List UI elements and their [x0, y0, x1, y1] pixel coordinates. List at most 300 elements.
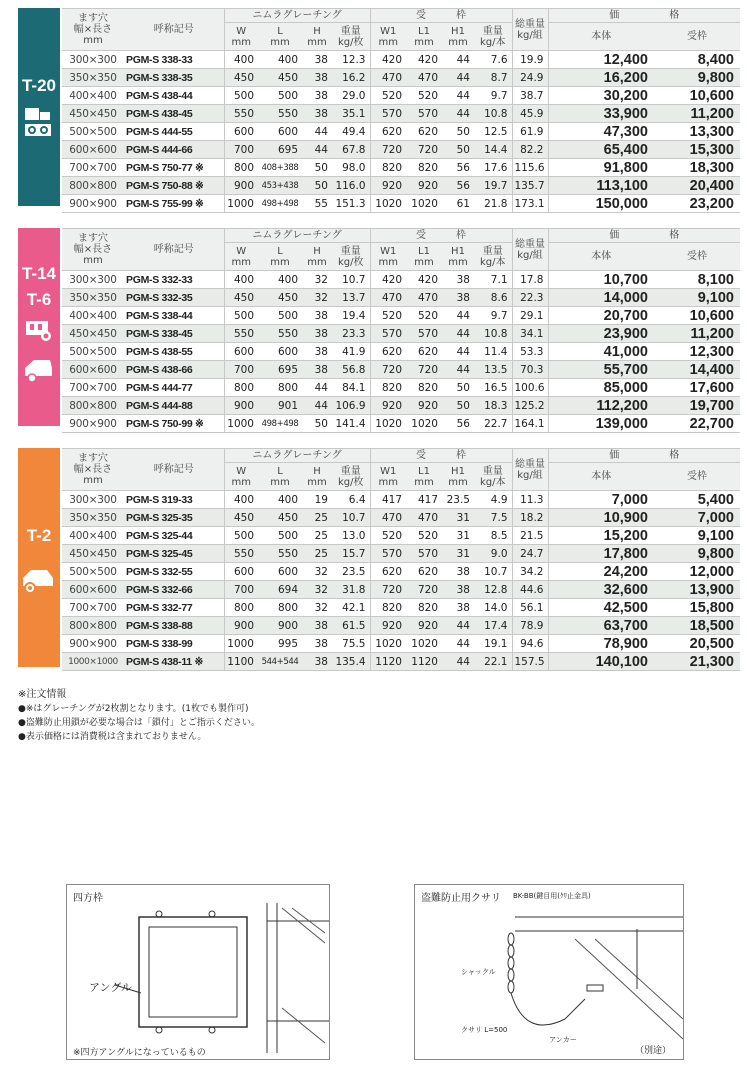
frame-price-cell: 13,300 — [654, 123, 740, 141]
frame-price-cell: 18,500 — [654, 617, 740, 635]
w1-cell: 570 — [370, 105, 406, 123]
h-cell: 38 — [302, 87, 332, 105]
w-cell: 800 — [224, 379, 258, 397]
table-row — [62, 271, 740, 289]
l1-cell: 1020 — [406, 415, 442, 433]
size-cell: 400×400 — [62, 307, 124, 325]
col-group-grating: ニムラグレーチング — [224, 9, 370, 23]
w1-cell: 620 — [370, 343, 406, 361]
total-weight-cell: 18.2 — [512, 509, 548, 527]
col-header-total: 総重量 kg/組 — [512, 449, 548, 491]
w-cell: 500 — [224, 527, 258, 545]
l-cell: 408+388 — [258, 159, 302, 177]
h1-cell: 23.5 — [442, 491, 474, 509]
w-cell: 900 — [224, 177, 258, 195]
w1-cell: 1120 — [370, 653, 406, 671]
w1-cell: 520 — [370, 307, 406, 325]
l-cell: 498+498 — [258, 195, 302, 213]
table-row — [62, 159, 740, 177]
h-cell: 32 — [302, 581, 332, 599]
h1-cell: 44 — [442, 617, 474, 635]
truck-icon — [22, 104, 56, 140]
anchor-label: アンカー — [549, 1036, 577, 1044]
frame-price-cell: 8,100 — [654, 271, 740, 289]
col-header-size: ます穴 幅×長さ mm — [62, 9, 124, 51]
h1-cell: 44 — [442, 325, 474, 343]
col-header-body-price: 本体 — [548, 243, 654, 271]
frame-weight-cell: 8.6 — [474, 289, 512, 307]
frame-diagram — [66, 884, 330, 1060]
col-header-weight: 重量 kg/枚 — [332, 243, 370, 271]
l-cell: 900 — [258, 617, 302, 635]
separate-sale-label: （別途） — [635, 1046, 672, 1056]
weight-cell: 23.5 — [332, 563, 370, 581]
table-row — [62, 563, 740, 581]
h-cell: 25 — [302, 545, 332, 563]
l1-cell: 520 — [406, 527, 442, 545]
car-icon — [21, 562, 57, 596]
h-cell: 44 — [302, 123, 332, 141]
frame-price-cell: 20,500 — [654, 635, 740, 653]
size-cell: 500×500 — [62, 343, 124, 361]
h1-cell: 44 — [442, 653, 474, 671]
model-cell: PGM-S 332-33 — [124, 271, 224, 289]
weight-cell: 19.4 — [332, 307, 370, 325]
total-weight-cell: 24.7 — [512, 545, 548, 563]
car-icon — [22, 354, 56, 384]
spec-table — [62, 228, 740, 433]
col-header-size: ます穴 幅×長さ mm — [62, 449, 124, 491]
body-price-cell: 16,200 — [548, 69, 654, 87]
col-header-W1: W1 mm — [370, 463, 406, 491]
model-cell: PGM-S 338-88 — [124, 617, 224, 635]
frame-price-cell: 9,800 — [654, 69, 740, 87]
frame-weight-cell: 12.8 — [474, 581, 512, 599]
frame-price-cell: 13,900 — [654, 581, 740, 599]
h1-cell: 50 — [442, 397, 474, 415]
model-cell: PGM-S 750-88 ※ — [124, 177, 224, 195]
l1-cell: 470 — [406, 69, 442, 87]
w1-cell: 1020 — [370, 195, 406, 213]
body-price-cell: 33,900 — [548, 105, 654, 123]
l1-cell: 920 — [406, 397, 442, 415]
frame-price-cell: 8,400 — [654, 51, 740, 69]
total-weight-cell: 61.9 — [512, 123, 548, 141]
weight-cell: 16.2 — [332, 69, 370, 87]
size-cell: 800×800 — [62, 617, 124, 635]
l1-cell: 820 — [406, 159, 442, 177]
weight-cell: 75.5 — [332, 635, 370, 653]
size-cell: 300×300 — [62, 491, 124, 509]
body-price-cell: 32,600 — [548, 581, 654, 599]
load-class-tab — [18, 448, 60, 667]
l1-cell: 920 — [406, 177, 442, 195]
body-price-cell: 12,400 — [548, 51, 654, 69]
h-cell: 38 — [302, 653, 332, 671]
frame-weight-cell: 10.8 — [474, 325, 512, 343]
h-cell: 44 — [302, 141, 332, 159]
w-cell: 700 — [224, 581, 258, 599]
w-cell: 600 — [224, 343, 258, 361]
w-cell: 900 — [224, 397, 258, 415]
h-cell: 38 — [302, 325, 332, 343]
weight-cell: 141.4 — [332, 415, 370, 433]
h1-cell: 38 — [442, 289, 474, 307]
frame-weight-cell: 7.1 — [474, 271, 512, 289]
weight-cell: 67.8 — [332, 141, 370, 159]
size-cell: 300×300 — [62, 271, 124, 289]
col-header-L1: L1 mm — [406, 463, 442, 491]
size-cell: 400×400 — [62, 527, 124, 545]
col-header-weight: 重量 kg/枚 — [332, 23, 370, 51]
weight-cell: 42.1 — [332, 599, 370, 617]
l1-cell: 570 — [406, 105, 442, 123]
body-price-cell: 139,000 — [548, 415, 654, 433]
model-cell: PGM-S 750-99 ※ — [124, 415, 224, 433]
h1-cell: 44 — [442, 51, 474, 69]
order-notes — [18, 688, 260, 744]
frame-weight-cell: 10.8 — [474, 105, 512, 123]
weight-cell: 35.1 — [332, 105, 370, 123]
load-class-label-2: T-6 — [26, 290, 52, 309]
size-cell: 900×900 — [62, 635, 124, 653]
frame-weight-cell: 7.6 — [474, 51, 512, 69]
col-header-frame-price: 受枠 — [654, 243, 740, 271]
h1-cell: 31 — [442, 527, 474, 545]
w1-cell: 720 — [370, 361, 406, 379]
frame-price-cell: 15,300 — [654, 141, 740, 159]
frame-weight-cell: 19.7 — [474, 177, 512, 195]
col-header-W1: W1 mm — [370, 243, 406, 271]
weight-cell: 13.0 — [332, 527, 370, 545]
w-cell: 800 — [224, 599, 258, 617]
l-cell: 600 — [258, 343, 302, 361]
w1-cell: 470 — [370, 509, 406, 527]
model-cell: PGM-S 325-45 — [124, 545, 224, 563]
l-cell: 450 — [258, 289, 302, 307]
col-header-H: H mm — [302, 243, 332, 271]
frame-weight-cell: 21.8 — [474, 195, 512, 213]
spec-table — [62, 8, 740, 213]
l-cell: 550 — [258, 545, 302, 563]
col-header-L: L mm — [258, 463, 302, 491]
frame-weight-cell: 11.4 — [474, 343, 512, 361]
model-cell: PGM-S 332-77 — [124, 599, 224, 617]
frame-weight-cell: 16.5 — [474, 379, 512, 397]
l-cell: 694 — [258, 581, 302, 599]
body-price-cell: 42,500 — [548, 599, 654, 617]
weight-cell: 10.7 — [332, 509, 370, 527]
body-price-cell: 10,900 — [548, 509, 654, 527]
load-class-tab — [18, 228, 60, 426]
total-weight-cell: 21.5 — [512, 527, 548, 545]
model-cell: PGM-S 332-35 — [124, 289, 224, 307]
size-cell: 600×600 — [62, 581, 124, 599]
total-weight-cell: 34.1 — [512, 325, 548, 343]
l1-cell: 1020 — [406, 195, 442, 213]
col-header-H: H mm — [302, 463, 332, 491]
h1-cell: 50 — [442, 123, 474, 141]
model-cell: PGM-S 338-33 — [124, 51, 224, 69]
frame-weight-cell: 22.7 — [474, 415, 512, 433]
w-cell: 550 — [224, 325, 258, 343]
w-cell: 550 — [224, 545, 258, 563]
l1-cell: 620 — [406, 123, 442, 141]
w-cell: 500 — [224, 87, 258, 105]
frame-price-cell: 11,200 — [654, 325, 740, 343]
l1-cell: 520 — [406, 307, 442, 325]
h-cell: 32 — [302, 271, 332, 289]
col-header-H1: H1 mm — [442, 463, 474, 491]
table-row — [62, 177, 740, 195]
weight-cell: 106.9 — [332, 397, 370, 415]
total-weight-cell: 135.7 — [512, 177, 548, 195]
w1-cell: 470 — [370, 289, 406, 307]
l-cell: 800 — [258, 379, 302, 397]
w-cell: 700 — [224, 141, 258, 159]
total-weight-cell: 115.6 — [512, 159, 548, 177]
table-row — [62, 379, 740, 397]
model-cell: PGM-S 438-66 — [124, 361, 224, 379]
body-price-cell: 140,100 — [548, 653, 654, 671]
frame-weight-cell: 17.4 — [474, 617, 512, 635]
angle-label: アングル — [89, 981, 133, 994]
w1-cell: 520 — [370, 527, 406, 545]
frame-price-cell: 10,600 — [654, 87, 740, 105]
weight-cell: 116.0 — [332, 177, 370, 195]
body-price-cell: 47,300 — [548, 123, 654, 141]
h-cell: 38 — [302, 51, 332, 69]
l1-cell: 520 — [406, 87, 442, 105]
h1-cell: 44 — [442, 343, 474, 361]
h-cell: 38 — [302, 343, 332, 361]
frame-price-cell: 10,600 — [654, 307, 740, 325]
load-class-tab — [18, 8, 60, 206]
col-header-frame-price: 受枠 — [654, 463, 740, 491]
table-row — [62, 307, 740, 325]
weight-cell: 84.1 — [332, 379, 370, 397]
col-header-L1: L1 mm — [406, 23, 442, 51]
table-row — [62, 105, 740, 123]
total-weight-cell: 24.9 — [512, 69, 548, 87]
l1-cell: 620 — [406, 343, 442, 361]
load-class-label: T-20 — [21, 76, 57, 95]
table-row — [62, 69, 740, 87]
l1-cell: 420 — [406, 51, 442, 69]
model-cell: PGM-S 438-55 — [124, 343, 224, 361]
w-cell: 400 — [224, 51, 258, 69]
frame-price-cell: 21,300 — [654, 653, 740, 671]
model-cell: PGM-S 444-88 — [124, 397, 224, 415]
shackle-label: シャックル — [461, 968, 496, 976]
size-cell: 500×500 — [62, 123, 124, 141]
table-row — [62, 87, 740, 105]
body-price-cell: 65,400 — [548, 141, 654, 159]
model-cell: PGM-S 325-44 — [124, 527, 224, 545]
body-price-cell: 41,000 — [548, 343, 654, 361]
size-cell: 350×350 — [62, 289, 124, 307]
col-group-price: 価 格 — [548, 9, 740, 23]
truck-icon — [22, 318, 56, 352]
total-weight-cell: 164.1 — [512, 415, 548, 433]
load-class-label: T-14 — [21, 264, 57, 283]
h1-cell: 50 — [442, 379, 474, 397]
weight-cell: 56.8 — [332, 361, 370, 379]
frame-weight-cell: 22.1 — [474, 653, 512, 671]
total-weight-cell: 19.9 — [512, 51, 548, 69]
l1-cell: 1020 — [406, 635, 442, 653]
l-cell: 450 — [258, 69, 302, 87]
total-weight-cell: 11.3 — [512, 491, 548, 509]
weight-cell: 13.7 — [332, 289, 370, 307]
table-row — [62, 325, 740, 343]
size-cell: 450×450 — [62, 105, 124, 123]
w1-cell: 620 — [370, 563, 406, 581]
total-weight-cell: 78.9 — [512, 617, 548, 635]
table-row — [62, 195, 740, 213]
notes-title: ※注文情報 — [18, 689, 67, 700]
table-row — [62, 123, 740, 141]
weight-cell: 49.4 — [332, 123, 370, 141]
h-cell: 25 — [302, 509, 332, 527]
l-cell: 695 — [258, 141, 302, 159]
weight-cell: 10.7 — [332, 271, 370, 289]
model-cell: PGM-S 438-45 — [124, 105, 224, 123]
table-row — [62, 527, 740, 545]
model-cell: PGM-S 338-99 — [124, 635, 224, 653]
chain-length-label: クサリ L=500 — [461, 1026, 508, 1034]
total-weight-cell: 56.1 — [512, 599, 548, 617]
size-cell: 600×600 — [62, 361, 124, 379]
body-price-cell: 15,200 — [548, 527, 654, 545]
section-t20 — [18, 8, 740, 212]
weight-cell: 29.0 — [332, 87, 370, 105]
l-cell: 901 — [258, 397, 302, 415]
frame-price-cell: 17,600 — [654, 379, 740, 397]
angle-frame-drawing — [67, 903, 329, 1053]
chain-diagram-title: 盗難防止用クサリ — [421, 893, 501, 904]
total-weight-cell: 45.9 — [512, 105, 548, 123]
model-cell: PGM-S 332-55 — [124, 563, 224, 581]
w-cell: 800 — [224, 159, 258, 177]
model-cell: PGM-S 438-11 ※ — [124, 653, 224, 671]
w1-cell: 920 — [370, 177, 406, 195]
body-price-cell: 20,700 — [548, 307, 654, 325]
model-cell: PGM-S 319-33 — [124, 491, 224, 509]
h-cell: 38 — [302, 105, 332, 123]
table-row — [62, 509, 740, 527]
size-cell: 450×450 — [62, 325, 124, 343]
col-group-grating: ニムラグレーチング — [224, 449, 370, 463]
total-weight-cell: 29.1 — [512, 307, 548, 325]
l1-cell: 820 — [406, 599, 442, 617]
w-cell: 550 — [224, 105, 258, 123]
h1-cell: 56 — [442, 415, 474, 433]
w-cell: 450 — [224, 289, 258, 307]
l1-cell: 620 — [406, 563, 442, 581]
h-cell: 55 — [302, 195, 332, 213]
l-cell: 550 — [258, 325, 302, 343]
w1-cell: 470 — [370, 69, 406, 87]
chain-part-label: BK-BB(鍵目用(ｸﾘ止金具) — [513, 892, 591, 900]
l-cell: 600 — [258, 563, 302, 581]
w1-cell: 820 — [370, 159, 406, 177]
weight-cell: 135.4 — [332, 653, 370, 671]
total-weight-cell: 173.1 — [512, 195, 548, 213]
l1-cell: 820 — [406, 379, 442, 397]
h1-cell: 44 — [442, 635, 474, 653]
weight-cell: 23.3 — [332, 325, 370, 343]
w1-cell: 720 — [370, 581, 406, 599]
weight-cell: 61.5 — [332, 617, 370, 635]
model-cell: PGM-S 750-77 ※ — [124, 159, 224, 177]
note-item: ●※はグレーチングが2枚割となります。(1枚でも製作可) — [18, 704, 249, 714]
frame-price-cell: 9,100 — [654, 527, 740, 545]
col-header-L1: L1 mm — [406, 243, 442, 271]
total-weight-cell: 17.8 — [512, 271, 548, 289]
chain-diagram — [414, 884, 684, 1060]
h1-cell: 50 — [442, 141, 474, 159]
table-row — [62, 491, 740, 509]
model-cell: PGM-S 338-35 — [124, 69, 224, 87]
total-weight-cell: 22.3 — [512, 289, 548, 307]
col-header-frame_weight: 重量 kg/本 — [474, 23, 512, 51]
body-price-cell: 14,000 — [548, 289, 654, 307]
h1-cell: 44 — [442, 361, 474, 379]
col-group-frame: 受 枠 — [370, 229, 512, 243]
weight-cell: 6.4 — [332, 491, 370, 509]
total-weight-cell: 125.2 — [512, 397, 548, 415]
table-row — [62, 141, 740, 159]
l1-cell: 417 — [406, 491, 442, 509]
col-group-price: 価 格 — [548, 229, 740, 243]
l1-cell: 570 — [406, 545, 442, 563]
total-weight-cell: 34.2 — [512, 563, 548, 581]
h-cell: 50 — [302, 159, 332, 177]
h-cell: 32 — [302, 563, 332, 581]
size-cell: 450×450 — [62, 545, 124, 563]
frame-weight-cell: 8.7 — [474, 69, 512, 87]
table-row — [62, 51, 740, 69]
model-cell: PGM-S 438-44 — [124, 87, 224, 105]
frame-weight-cell: 12.5 — [474, 123, 512, 141]
section-t14-t6 — [18, 228, 740, 432]
w-cell: 600 — [224, 123, 258, 141]
h1-cell: 56 — [442, 159, 474, 177]
h-cell: 19 — [302, 491, 332, 509]
frame-price-cell: 19,700 — [654, 397, 740, 415]
frame-weight-cell: 13.5 — [474, 361, 512, 379]
w1-cell: 1020 — [370, 415, 406, 433]
h1-cell: 44 — [442, 69, 474, 87]
w-cell: 500 — [224, 307, 258, 325]
note-item: ●盗難防止用鎖が必要な場合は「鎖付」とご指示ください。 — [18, 718, 260, 728]
h-cell: 38 — [302, 69, 332, 87]
body-price-cell: 113,100 — [548, 177, 654, 195]
h1-cell: 31 — [442, 509, 474, 527]
l1-cell: 920 — [406, 617, 442, 635]
model-cell: PGM-S 444-55 — [124, 123, 224, 141]
h-cell: 32 — [302, 289, 332, 307]
w-cell: 700 — [224, 361, 258, 379]
frame-weight-cell: 8.5 — [474, 527, 512, 545]
l-cell: 498+498 — [258, 415, 302, 433]
w1-cell: 720 — [370, 141, 406, 159]
total-weight-cell: 94.6 — [512, 635, 548, 653]
size-cell: 1000×1000 — [62, 653, 124, 671]
weight-cell: 31.8 — [332, 581, 370, 599]
model-cell: PGM-S 444-66 — [124, 141, 224, 159]
